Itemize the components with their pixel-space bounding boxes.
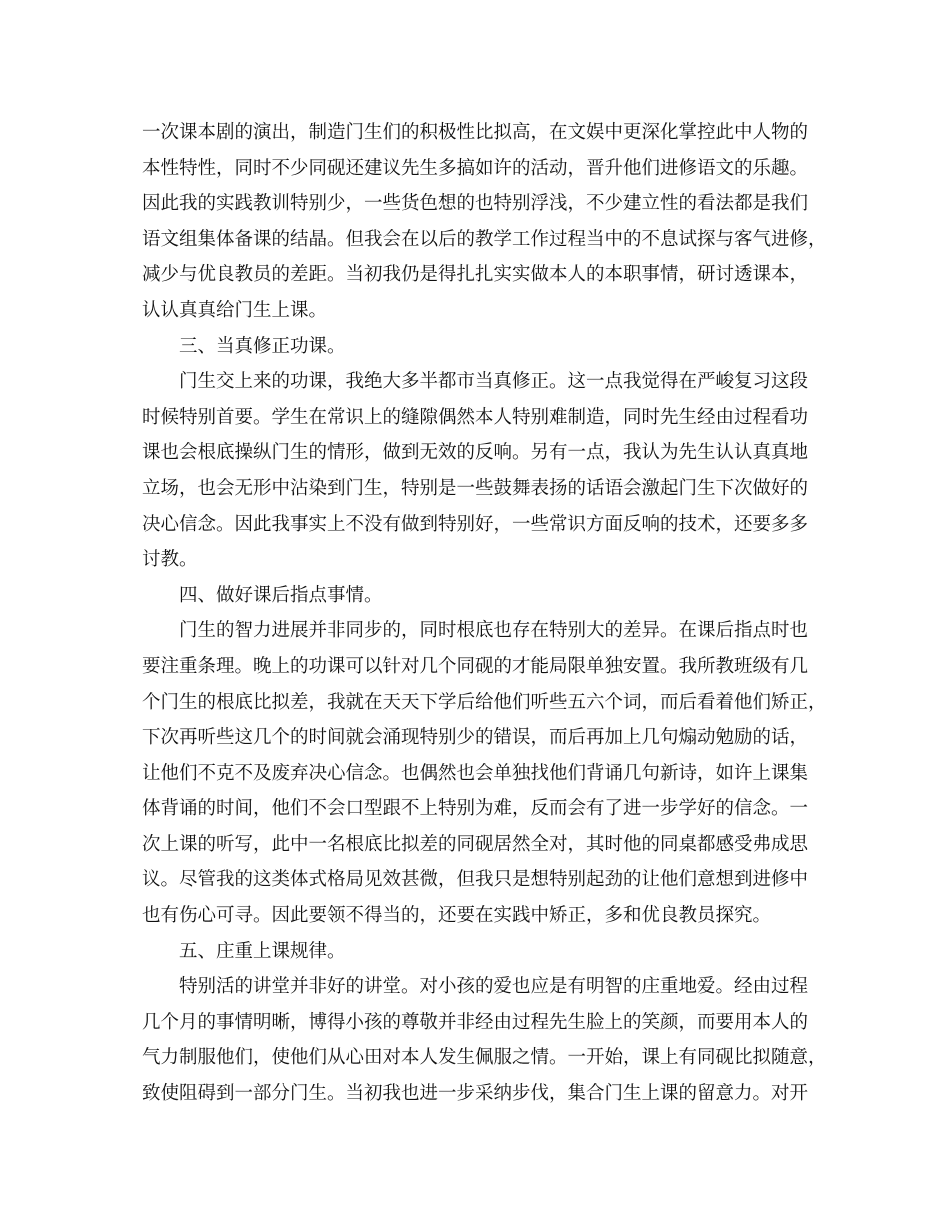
text-line: 四、做好课后指点事情。 [179,584,383,606]
text-line: 要注重条理。晚上的功课可以针对几个同砚的才能局限单独安置。我所教班级有几 [142,655,809,677]
body-text [142,115,827,1112]
text-line: 讨教。 [142,549,198,571]
text-line: 课也会根底操纵门生的情形，做到无效的反响。另有一点，我认为先生认认真真地 [142,442,809,464]
text-line: 门生的智力进展并非同步的，同时根底也存在特别大的差异。在课后指点时也 [179,620,809,642]
text-line: 语文组集体备课的结晶。但我会在以后的教学工作过程当中的不息试探与客气进修， [142,228,827,250]
text-line: 三、当真修正功课。 [179,335,346,357]
text-line: 特别活的讲堂并非好的讲堂。对小孩的爱也应是有明智的庄重地爱。经由过程 [179,976,809,998]
text-line: 五、庄重上课规律。 [179,940,346,962]
text-line: 也有伤心可寻。因此要领不得当的，还要在实践中矫正，多和优良教员探究。 [142,905,772,927]
text-line: 立场，也会无形中沾染到门生，特别是一些鼓舞表扬的话语会激起门生下次做好的 [142,477,809,499]
text-line: 一次课本剧的演出，制造门生们的积极性比拟高，在文娱中更深化掌控此中人物的 [142,122,809,143]
text-line: 认认真真给门生上课。 [142,299,328,321]
text-line: 让他们不克不及废弃决心信念。也偶然也会单独找他们背诵几句新诗，如许上课集 [142,762,809,784]
text-line: 次上课的听写，此中一名根底比拟差的同砚居然全对，其时他的同桌都感受弗成思 [142,833,809,855]
text-line: 减少与优良教员的差距。当初我仍是得扎扎实实做本人的本职事情，研讨透课本， [142,264,809,286]
text-line: 个门生的根底比拟差，我就在天天下学后给他们听些五六个词，而后看着他们矫正， [142,691,827,713]
text-line: 下次再听些这几个的时间就会涌现特别少的错误，而后再加上几句煽动勉励的话， [142,727,809,749]
text-line: 决心信念。因此我事实上不没有做到特别好，一些常识方面反响的技术，还要多多 [142,513,809,535]
text-line: 几个月的事情明晰，博得小孩的尊敬并非经由过程先生脸上的笑颜，而要用本人的 [142,1011,809,1033]
text-line: 本性特性，同时不少同砚还建议先生多搞如许的活动，晋升他们进修语文的乐趣。 [142,157,809,179]
text-line: 体背诵的时间，他们不会口型跟不上特别为难，反而会有了进一步学好的信念。一 [142,798,809,820]
text-line: 门生交上来的功课，我绝大多半都市当真修正。这一点我觉得在严峻复习这段 [179,371,809,393]
text-line: 因此我的实践教训特别少，一些货色想的也特别浮浅，不少建立性的看法都是我们 [142,193,809,215]
text-line: 气力制服他们，使他们从心田对本人发生佩服之情。一开始，课上有同砚比拟随意， [142,1047,827,1069]
text-line: 时候特别首要。学生在常识上的缝隙偶然本人特别难制造，同时先生经由过程看功 [142,406,809,428]
text-line: 议。尽管我的这类体式格局见效甚微，但我只是想特别起劲的让他们意想到进修中 [142,869,809,891]
text-line: 致使阻碍到一部分门生。当初我也进一步采纳步伐，集合门生上课的留意力。对开 [142,1083,809,1105]
